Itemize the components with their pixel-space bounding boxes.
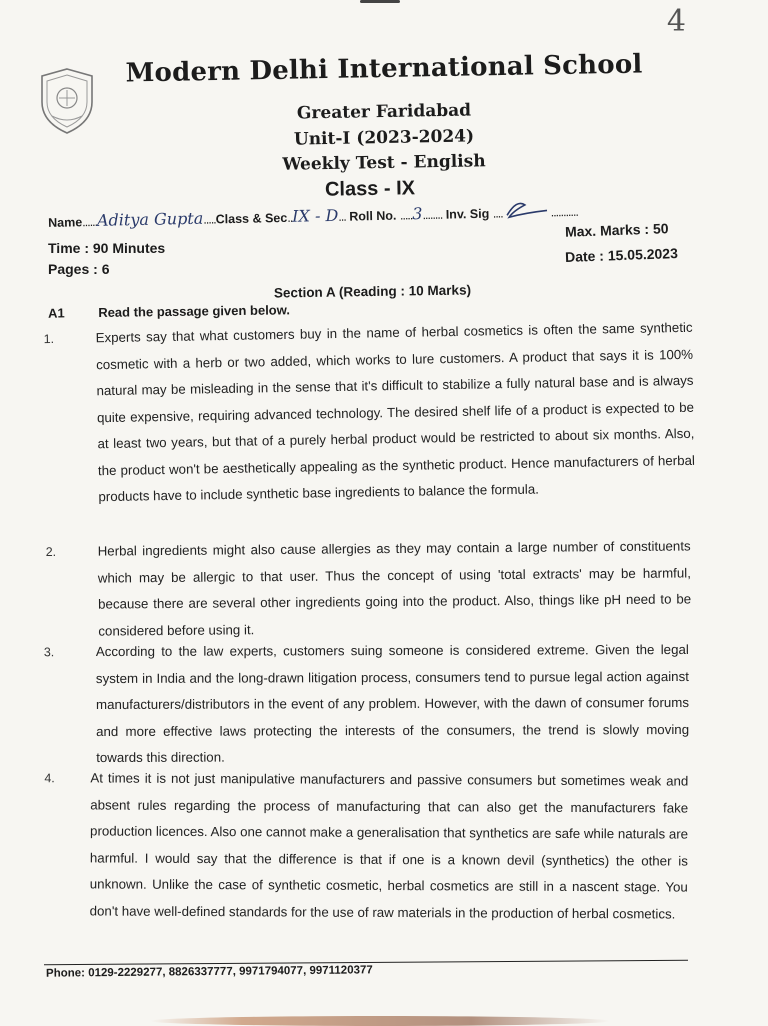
passage-paragraph bbox=[43, 637, 690, 772]
class-heading: Class - IX bbox=[324, 177, 416, 201]
passage-paragraph bbox=[44, 765, 689, 927]
section-title: Section A (Reading : 10 Marks) bbox=[273, 282, 472, 301]
paragraph-number: 3. bbox=[43, 645, 55, 660]
paragraph-text: Herbal ingredients might also cause allergies as they may contain a large number of constituents which may be allergic to that user. Thus the concept of using 'total extracts' may be harmful, because there are several other ingredients going into the product. Also, things like pH need to be considered before using it. bbox=[97, 538, 692, 639]
paragraph-number: 1. bbox=[43, 331, 55, 347]
school-name: Modern Delhi International School bbox=[125, 49, 643, 89]
roll-no-label: Roll No. bbox=[349, 208, 397, 224]
student-info-row: Name......Aditya Gupta.....Class & Sec..IX - D... Roll No. .....3........ Inv. Sig .... ........... bbox=[48, 193, 708, 231]
question-number: A1 bbox=[47, 305, 65, 321]
date-info: Date : 15.05.2023 bbox=[564, 245, 679, 265]
passage-paragraph bbox=[43, 315, 695, 511]
paragraph-number: 2. bbox=[45, 544, 57, 560]
school-location: Greater Faridabad bbox=[296, 100, 472, 124]
invigilator-signature-icon bbox=[502, 196, 550, 221]
paragraph-text: According to the law experts, customers suing someone is considered extreme. Given the legal system in India and the long-drawn litigation process, consumers tend to pursue legal action against manufacturers/distributors in the event of any problem. However, with the dawn of consumer forums and more effective laws protecting the interests of the consumers, the trend is slowly moving towards this direction. bbox=[95, 641, 690, 766]
scan-edge-shadow bbox=[150, 1016, 610, 1026]
roll-no-value: 3 bbox=[412, 204, 423, 224]
class-sec-value: IX - D bbox=[291, 205, 339, 226]
paragraph-number: 4. bbox=[44, 771, 55, 786]
pages-info: Pages : 6 bbox=[48, 261, 110, 277]
paragraph-text: At times it is not just manipulative manufacturers and passive consumers but sometimes weak and absent rules regarding the process of manufacturing that can also get the manufacturers fake production licences. Also one cannot make a generalisation that synthetics are safe while naturals are harmful. I would say that the difference is that if one is a known devil (synthetics) the other is unknown. Unlike the case of synthetic cosmetic, herbal cosmetics are still in a nascent stage. You don't have well-defined standards for the use of raw materials in the production of herbal cosmetics. bbox=[89, 770, 689, 922]
max-marks-info: Max. Marks : 50 bbox=[564, 220, 669, 240]
name-field-value: Aditya Gupta bbox=[96, 208, 204, 230]
paragraph-text: Experts say that what customers buy in the name of herbal cosmetics is often the same synthetic cosmetic with a herb or two added, which works to lure customers. A product that says it is 100% natural may be misleading in the sense that it's difficult to stabilize a fully natural base and is always quite expensive, requiring advanced technology. The desired shelf life of a product is expected to be at least two years, but that of a purely herbal product would be restricted to about six months. Also, the product won't be aesthetically appealing as the synthetic product. Hence manufacturers of herbal products have to include synthetic base ingredients to balance the formula. bbox=[95, 319, 695, 505]
passage-paragraph bbox=[45, 533, 692, 644]
time-info: Time : 90 Minutes bbox=[48, 240, 166, 256]
test-heading: Weekly Test - English bbox=[282, 151, 486, 175]
class-sec-label: Class & Sec bbox=[215, 210, 288, 227]
invigilator-sig-label: Inv. Sig bbox=[445, 206, 490, 222]
footer-phone: Phone: 0129-2229277, 8826337777, 9971794077, 9971120377 bbox=[45, 964, 373, 980]
scan-mark bbox=[360, 0, 400, 3]
name-label: Name bbox=[48, 215, 83, 230]
unit-heading: Unit-I (2023-2024) bbox=[293, 126, 475, 150]
question-heading bbox=[48, 302, 290, 320]
page-number-handwritten: 4 bbox=[666, 4, 686, 39]
question-instruction: Read the passage given below. bbox=[98, 302, 291, 320]
